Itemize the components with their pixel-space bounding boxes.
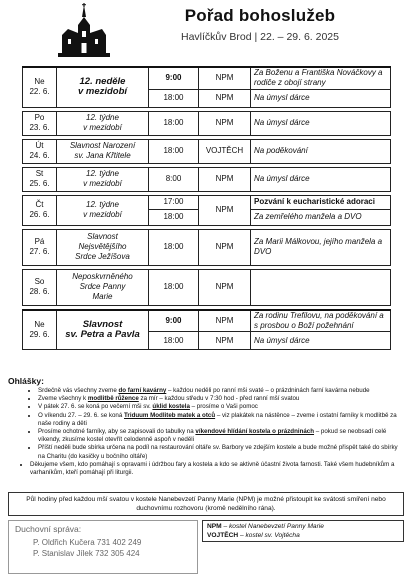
table-row bbox=[23, 139, 391, 163]
day-cell: Pá 27. 6. bbox=[23, 229, 57, 265]
feast-cell: Neposkvrněného Srdce Panny Marie bbox=[57, 269, 149, 305]
time-cell: 18:00 bbox=[149, 332, 199, 350]
intention-cell: Za zemřelého manžela a DVO bbox=[251, 209, 391, 225]
page-subtitle: Havlíčkův Brod | 22. – 29. 6. 2025 bbox=[181, 31, 339, 43]
legend-item: NPM – kostel Nanebevzetí Panny Marie bbox=[207, 523, 324, 530]
day-cell: Út 24. 6. bbox=[23, 139, 57, 163]
list-item: • Děkujeme všem, kdo pomáhají s opravami i údržbou fary a kostela a kdo se aktivně účastní života farnosti. Také všem hudebníkům a varhaníkům, kteří pomáhají při liturgii. bbox=[30, 461, 406, 477]
day-cell: Ne 29. 6. bbox=[23, 310, 57, 350]
intention-cell: Na úmysl dárce bbox=[251, 332, 391, 350]
feast-cell: Slavnost Nejsvětějšího Srdce Ježíšova bbox=[57, 229, 149, 265]
church-icon bbox=[58, 3, 110, 57]
place-cell: NPM bbox=[199, 310, 251, 332]
intention-cell bbox=[251, 269, 391, 305]
table-row bbox=[23, 310, 391, 332]
time-cell: 17:00 bbox=[149, 195, 199, 209]
time-cell: 9:00 bbox=[149, 310, 199, 332]
table-row bbox=[23, 269, 391, 305]
list-item: • Srdečně vás všechny zveme do farní kavárny – každou neděli po ranní mši svaté – o prázdninách farní kavárna nebude bbox=[38, 387, 406, 395]
feast-cell: 12. týdne v mezidobí bbox=[57, 195, 149, 225]
time-cell: 18:00 bbox=[149, 111, 199, 135]
intention-cell: Za Boženu a Františka Nováčkovy a rodiče z obojí strany bbox=[251, 67, 391, 89]
contacts-title: Duchovní správa: bbox=[15, 524, 82, 534]
intention-cell: Na úmysl dárce bbox=[251, 89, 391, 107]
time-cell: 18:00 bbox=[149, 139, 199, 163]
contact-line: P. Stanislav Jílek 732 305 424 bbox=[33, 549, 140, 558]
contact-line: P. Oldřich Kučera 731 402 249 bbox=[33, 538, 142, 547]
list-item: • O víkendu 27. – 29. 6. se koná Triduum Modliteb matek a otců – viz plakátek na nástěnce – zveme i ostatní farníky k modlitbě za naše rodiny a děti bbox=[38, 412, 406, 428]
intention-cell: Pozvání k eucharistické adoraci bbox=[251, 195, 391, 209]
contacts-box bbox=[8, 520, 198, 574]
place-cell: NPM bbox=[199, 332, 251, 350]
list-item: • Prosíme ochotné farníky, aby se zapisovali do tabulky na víkendové hlídání kostela o prázdninách – pokud se neobsadí celé víkendy, zkusíme kostel otevřít celodenně aspoň v neděli bbox=[38, 428, 406, 444]
page-title: Pořad bohoslužeb bbox=[184, 6, 336, 25]
thanks-list bbox=[8, 461, 406, 477]
place-cell: NPM bbox=[199, 89, 251, 107]
intention-cell: Na úmysl dárce bbox=[251, 167, 391, 191]
time-cell: 18:00 bbox=[149, 209, 199, 225]
intention-cell: Na úmysl dárce bbox=[251, 111, 391, 135]
place-cell: VOJTĚCH bbox=[199, 139, 251, 163]
feast-cell: Slavnost Narození sv. Jana Křtitele bbox=[57, 139, 149, 163]
list-item: • V pátek 27. 6. se koná po večerní mši sv. úklid kostela – prosíme o Vaši pomoc bbox=[38, 403, 406, 411]
place-cell: NPM bbox=[199, 229, 251, 265]
place-cell: NPM bbox=[199, 269, 251, 305]
schedule-table bbox=[22, 66, 391, 350]
confession-notice: Půl hodiny před každou mší svatou v kostele Nanebevzetí Panny Marie (NPM) je možné přistoupit ke svátosti smíření nebo duchovnímu rozhovoru (kromě nedělního rána). bbox=[8, 492, 404, 516]
announcements bbox=[8, 376, 406, 477]
legend-box bbox=[202, 520, 404, 542]
feast-cell: 12. týdne v mezidobí bbox=[57, 111, 149, 135]
time-cell: 8:00 bbox=[149, 167, 199, 191]
time-cell: 9:00 bbox=[149, 67, 199, 89]
day-cell: Po 23. 6. bbox=[23, 111, 57, 135]
table-row bbox=[23, 229, 391, 265]
intention-cell: Za rodinu Trefilovu, na poděkování a s prosbou o Boží požehnání bbox=[251, 310, 391, 332]
table-row bbox=[23, 111, 391, 135]
list-item: • Příští neděli bude sbírka určena na podíl na restaurování oltáře sv. Barbory ve zdejším kostele a bude možné přispět také do sbírky na Charitu (do kasičky u bočního oltáře) bbox=[38, 444, 406, 460]
intention-cell: Na poděkování bbox=[251, 139, 391, 163]
time-cell: 18:00 bbox=[149, 229, 199, 265]
table-row bbox=[23, 67, 391, 89]
feast-cell: 12. týdne v mezidobí bbox=[57, 167, 149, 191]
time-cell: 18:00 bbox=[149, 89, 199, 107]
day-cell: Čt 26. 6. bbox=[23, 195, 57, 225]
place-cell: NPM bbox=[199, 167, 251, 191]
page-header bbox=[0, 0, 412, 56]
place-cell: NPM bbox=[199, 195, 251, 225]
list-item: • Zveme všechny k modlitbě růžence za mír – každou středu v 7:30 hod - před ranní mší svatou bbox=[38, 395, 406, 403]
announcement-list bbox=[8, 387, 406, 461]
announcements-title: Ohlášky: bbox=[8, 376, 44, 386]
intention-cell: Za Marii Málkovou, jejího manžela a DVO bbox=[251, 229, 391, 265]
feast-cell: 12. neděle v mezidobí bbox=[57, 67, 149, 107]
place-cell: NPM bbox=[199, 67, 251, 89]
day-cell: Ne 22. 6. bbox=[23, 67, 57, 107]
day-cell: St 25. 6. bbox=[23, 167, 57, 191]
place-cell: NPM bbox=[199, 111, 251, 135]
legend-item: VOJTĚCH – kostel sv. Vojtěcha bbox=[207, 531, 300, 539]
day-cell: So 28. 6. bbox=[23, 269, 57, 305]
feast-cell: Slavnost sv. Petra a Pavla bbox=[57, 310, 149, 350]
table-row bbox=[23, 195, 391, 209]
table-row bbox=[23, 167, 391, 191]
time-cell: 18:00 bbox=[149, 269, 199, 305]
